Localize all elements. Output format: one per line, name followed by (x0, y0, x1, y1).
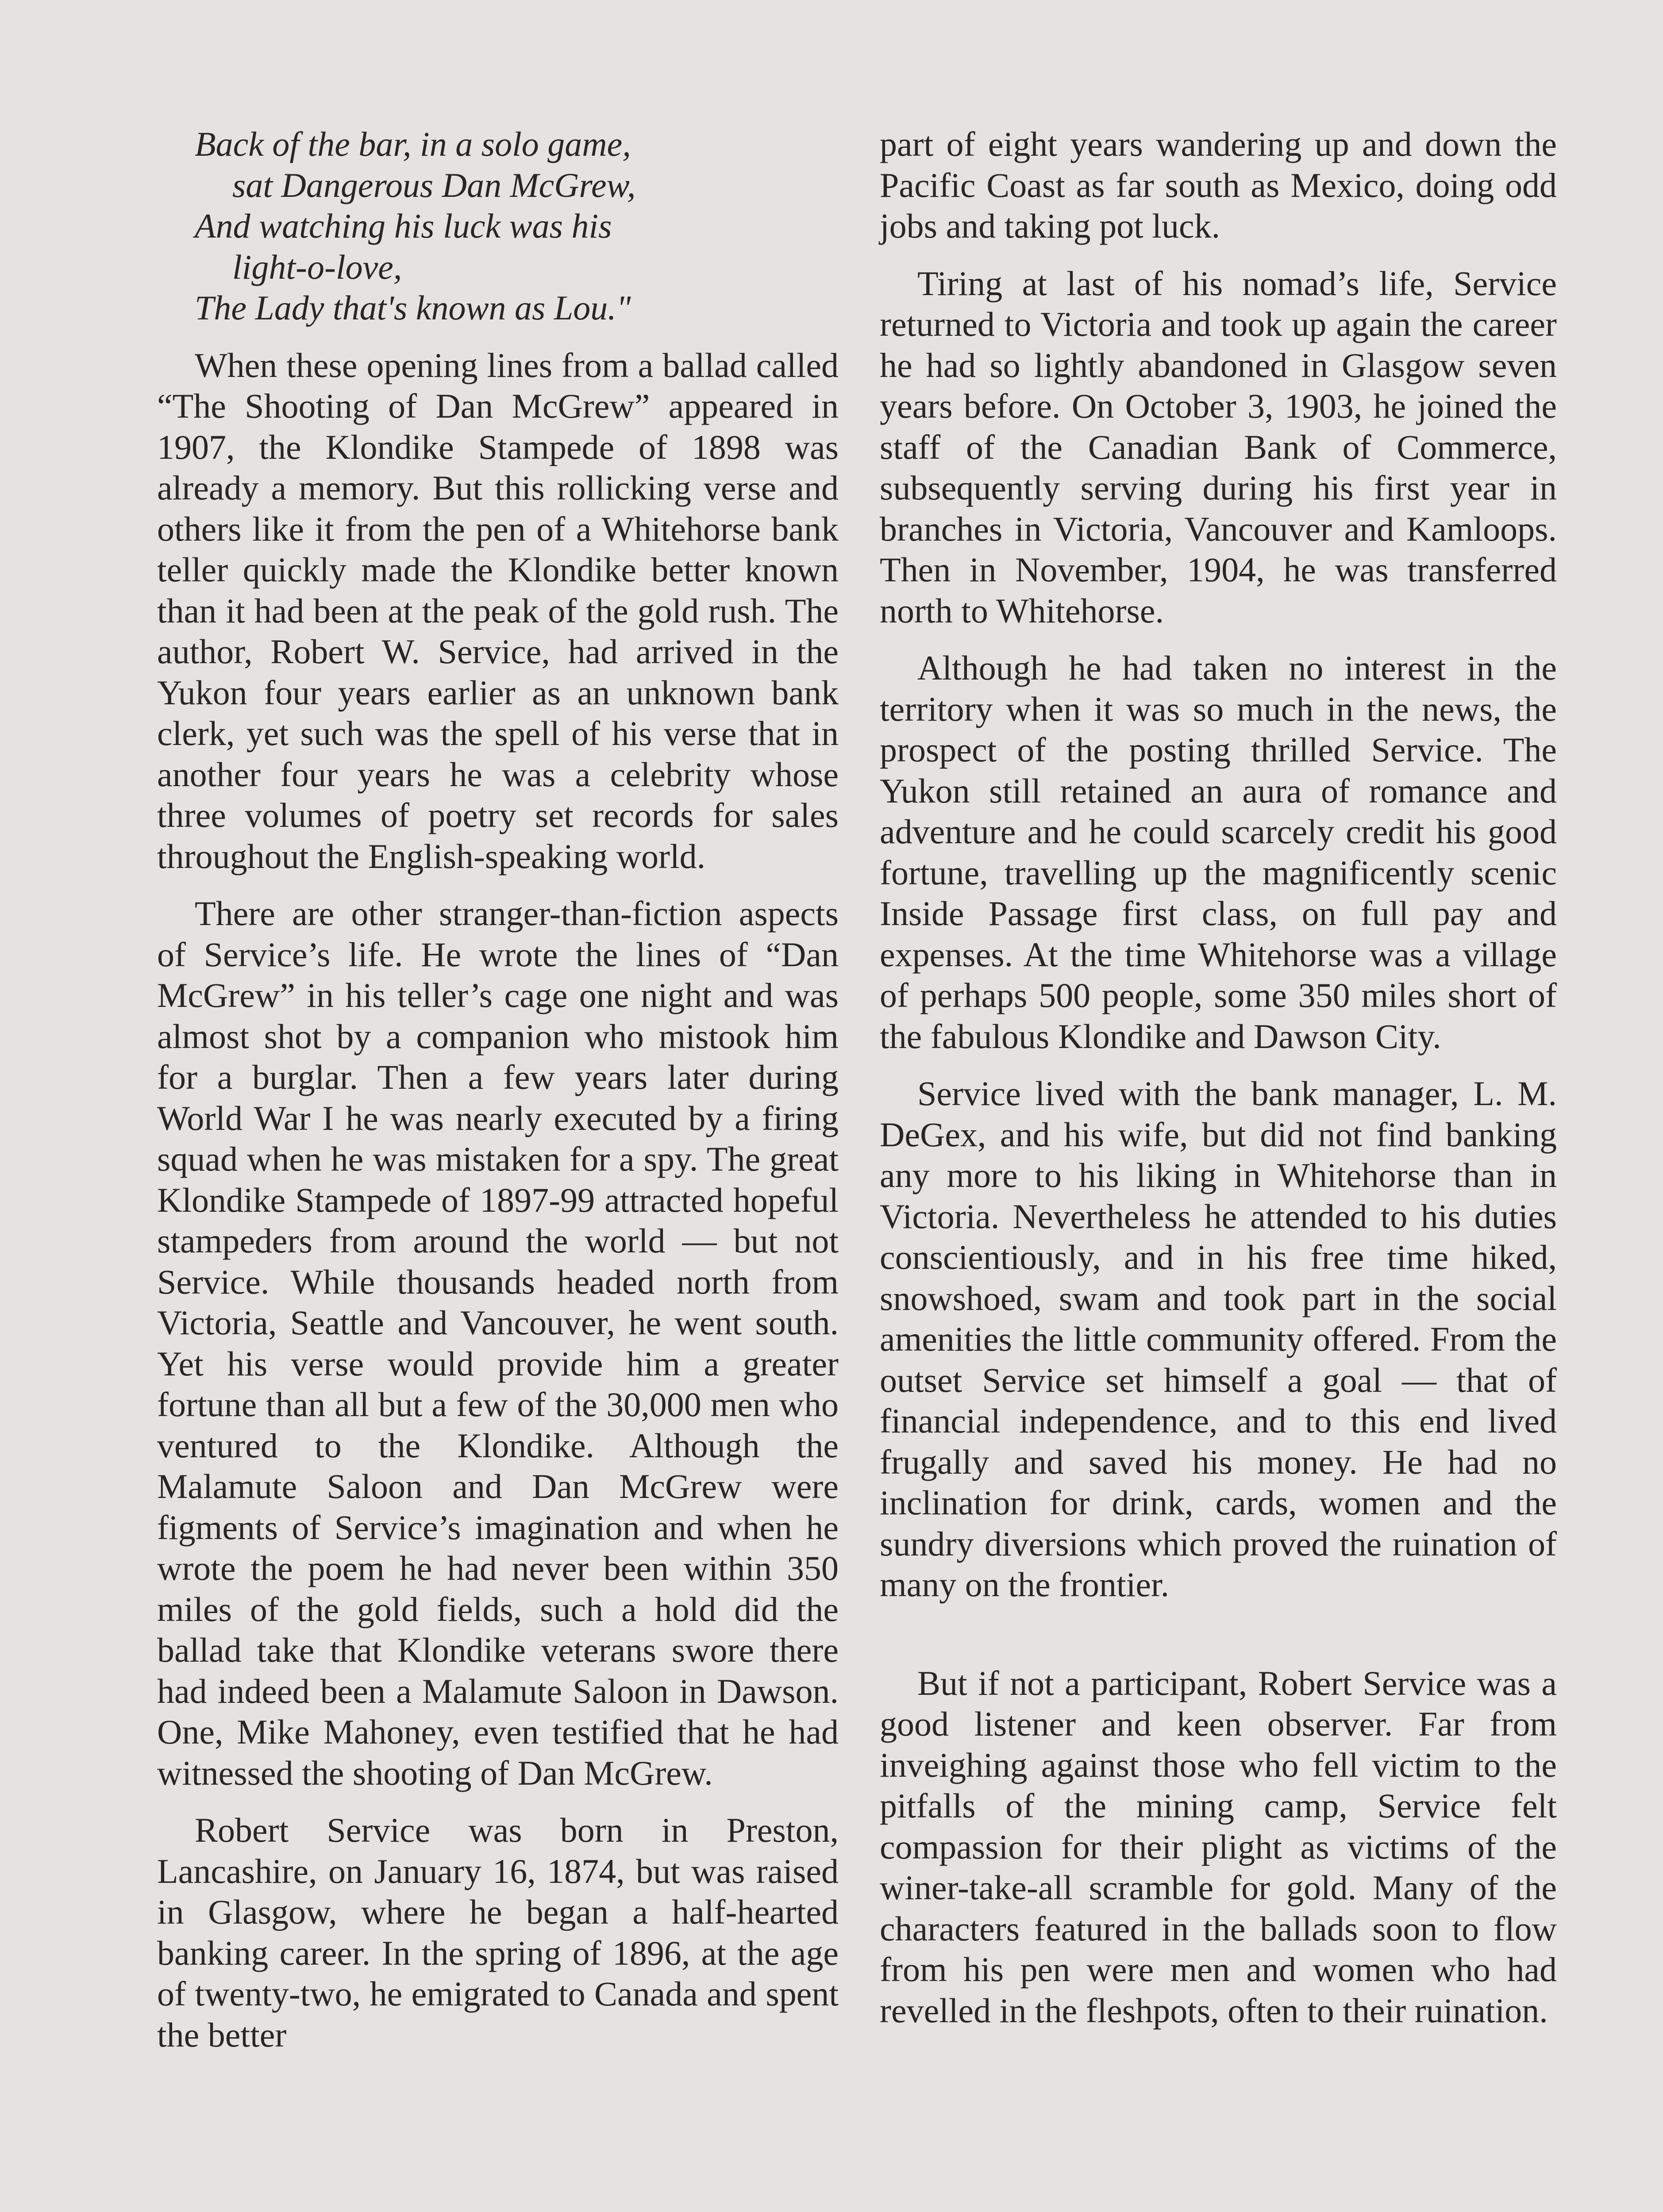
ballad-verse (195, 124, 839, 329)
paragraph: There are other stranger-than-fiction aspects of Service’s life. He wrote the lines of “Dan McGrew” in his teller’s cage one night and was almost shot by a companion who mistook him for a burglar. Then a few years later during World War I he was nearly executed by a firing squad when he was mistaken for a spy. The great Klondike Stampede of 1897-99 attracted hopeful stampeders from around the world — but not Service. While thousands headed north from Victoria, Seattle and Vancouver, he went south. Yet his verse would provide him a greater fortune than all but a few of the 30,000 men who ventured to the Klondike. Although the Malamute Saloon and Dan McGrew were figments of Service’s imagination and when he wrote the poem he had never been within 350 miles of the gold fields, such a hold did the ballad take that Klondike veterans swore there had indeed been a Malamute Saloon in Dawson. One, Mike Mahoney, even testified that he had witnessed the shooting of Dan McGrew. (157, 894, 839, 1792)
verse-line: Back of the bar, in a solo game, (195, 125, 631, 163)
paragraph: Tiring at last of his nomad’s life, Service returned to Victoria and took up again the career he had so lightly abandoned in Glasgow seven years before. On October 3, 1903, he joined the staff of the Canadian Bank of Commerce, subsequently serving during his first year in branches in Victoria, Vancouver and Kamloops. Then in November, 1904, he was transferred north to Whitehorse. (880, 264, 1557, 630)
paragraph: part of eight years wandering up and down the Pacific Coast as far south as Mexico, doing odd jobs and taking pot luck. (880, 125, 1557, 245)
paragraph: But if not a participant, Robert Service was a good listener and keen observer. Far from inveighing against those who fell victim to the pitfalls of the mining camp, Service felt compassion for their plight as victims of the winer-take-all scramble for gold. Many of the characters featured in the ballads soon to flow from his pen were men and women who had revelled in the fleshpots, often to their ruination. (880, 1663, 1557, 2030)
right-column (880, 124, 1557, 2031)
verse-line: sat Dangerous Dan McGrew, (232, 165, 636, 204)
left-column (157, 124, 839, 2055)
verse-line: The Lady that's known as Lou." (195, 288, 631, 327)
verse-line: light-o-love, (232, 247, 402, 286)
paragraph: When these opening lines from a ballad called “The Shooting of Dan McGrew” appeared in 1907, the Klondike Stampede of 1898 was already a memory. But this rollicking verse and others like it from the pen of a Whitehorse bank teller quickly made the Klondike better known than it had been at the peak of the gold rush. The author, Robert W. Service, had arrived in the Yukon four years earlier as an unknown bank clerk, yet such was the spell of his verse that in another four years he was a celebrity whose three volumes of poetry set records for sales throughout the English-speaking world. (157, 346, 839, 876)
paragraph: Robert Service was born in Preston, Lancashire, on January 16, 1874, but was raised in Glasgow, where he began a half-hearted banking career. In the spring of 1896, at the age of twenty-two, he emigrated to Canada and spent the better (157, 1811, 839, 2054)
verse-line: And watching his luck was his (195, 207, 612, 245)
paragraph: Although he had taken no interest in the territory when it was so much in the news, the prospect of the posting thrilled Service. The Yukon still retained an aura of romance and adventure and he could scarcely credit his good fortune, travelling up the magnificently scenic Inside Passage first class, on full pay and expenses. At the time Whitehorse was a village of perhaps 500 people, some 350 miles short of the fabulous Klondike and Dawson City. (880, 649, 1557, 1056)
paragraph: Service lived with the bank manager, L. M. DeGex, and his wife, but did not find banking any more to his liking in Whitehorse than in Victoria. Nevertheless he attended to his duties conscientiously, and in his free time hiked, snowshoed, swam and took part in the social amenities the little community offered. From the outset Service set himself a goal — that of financial independence, and to this end lived frugally and saved his money. He had no inclination for drink, cards, women and the sundry diversions which proved the ruination of many on the frontier. (880, 1074, 1557, 1604)
